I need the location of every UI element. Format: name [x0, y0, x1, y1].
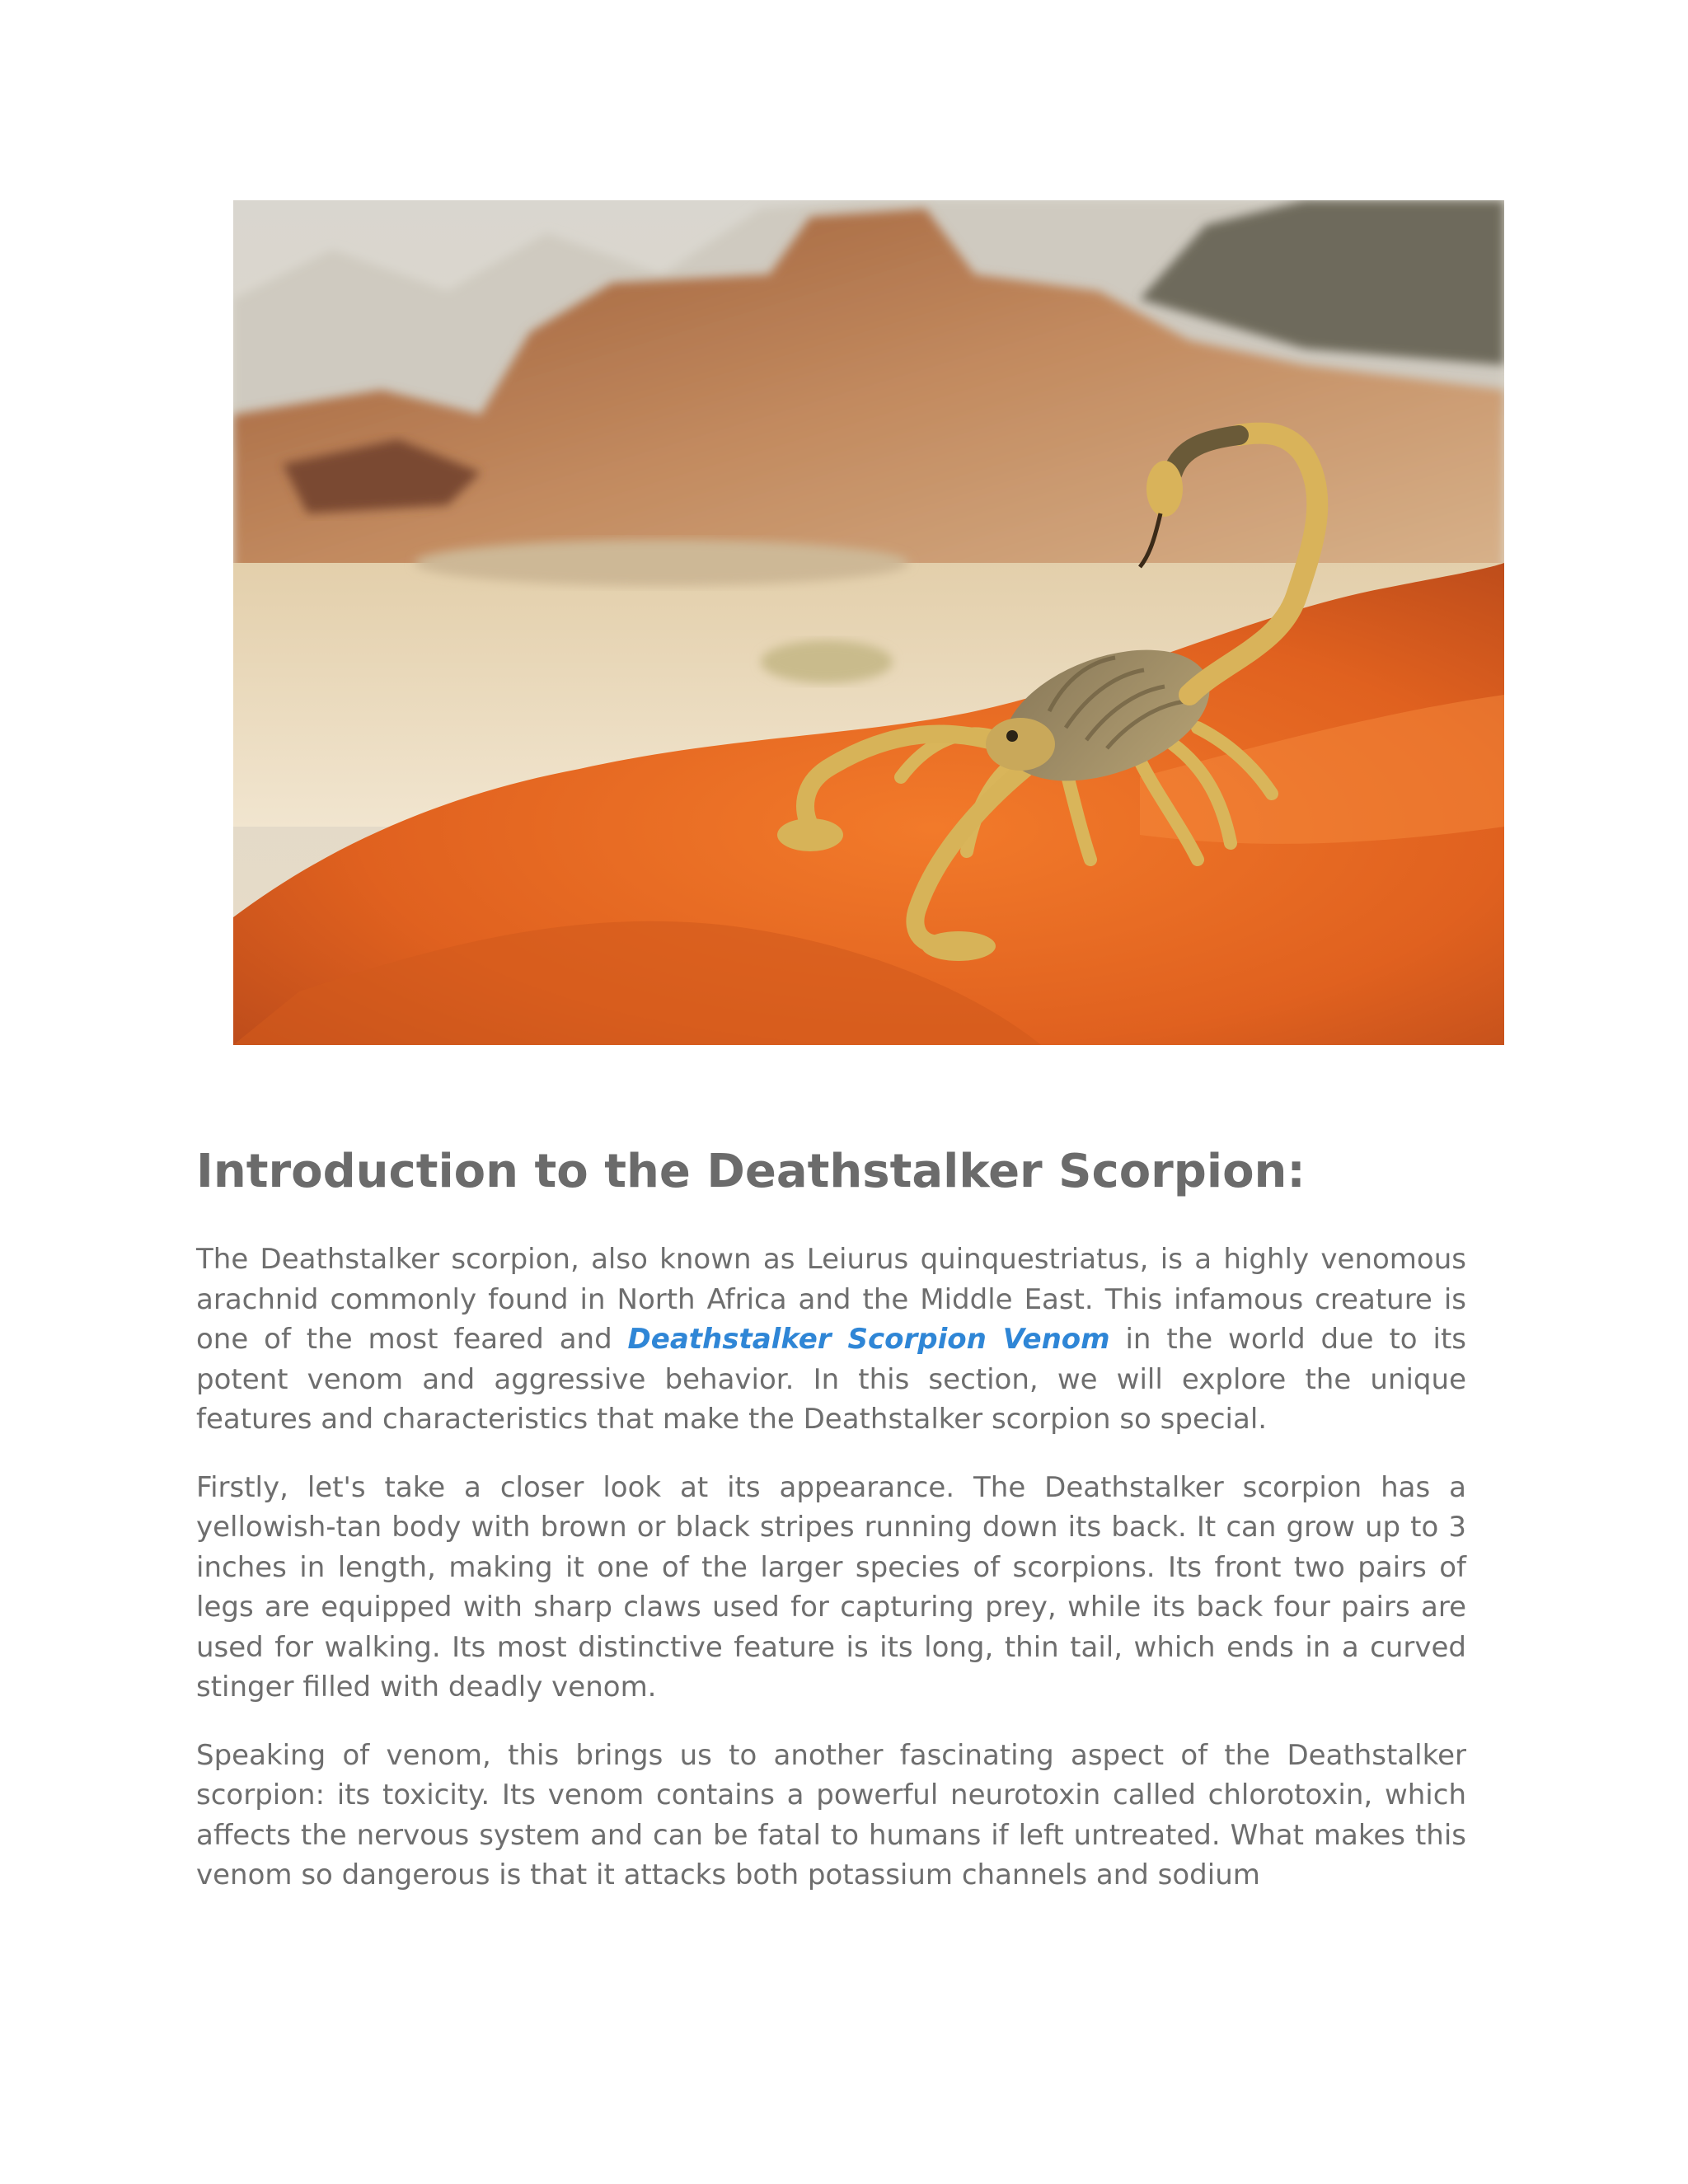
deathstalker-venom-link[interactable]: Deathstalker Scorpion Venom — [627, 1323, 1110, 1356]
hero-image — [233, 200, 1504, 1045]
paragraph-1-text-end: in the world due to its potent venom and aggressive behavior. In this section, we will explore the unique features and characteristics that make the Deathstalker scorpion so special. — [196, 1323, 1466, 1436]
paragraph-3: Speaking of venom, this brings us to another fascinating aspect of the Deathstalker scorpion: its toxicity. Its venom contains a powerful neurotoxin called chlorotoxin, which affects the nervous system and can be fatal to humans if left untreated. What makes this venom so dangerous is that it attacks both potassium channels and sodium — [196, 1738, 1466, 1891]
article-heading: Introduction to the Deathstalker Scorpion: — [196, 1145, 1306, 1198]
article-body — [196, 1141, 1466, 1924]
paragraph-2: Firstly, let's take a closer look at its appearance. The Deathstalker scorpion has a yellowish-tan body with brown or black stripes running down its back. It can grow up to 3 inches in length, making it one of the larger species of scorpions. Its front two pairs of legs are equipped with sharp claws used for capturing prey, while its back four pairs are used for walking. Its most distinctive feature is its long, thin tail, which ends in a curved stinger filled with deadly venom. — [196, 1470, 1466, 1704]
paragraph-1 — [196, 1240, 1466, 1440]
paragraph-1-text-start: The Deathstalker scorpion, also known as Leiurus quinquestriatus, is a highly venomous arachnid commonly found in North Africa and the Middle East. This infamous creature is one of the most feared and — [196, 1243, 1466, 1356]
scorpion-on-rock-illustration — [233, 200, 1504, 1045]
